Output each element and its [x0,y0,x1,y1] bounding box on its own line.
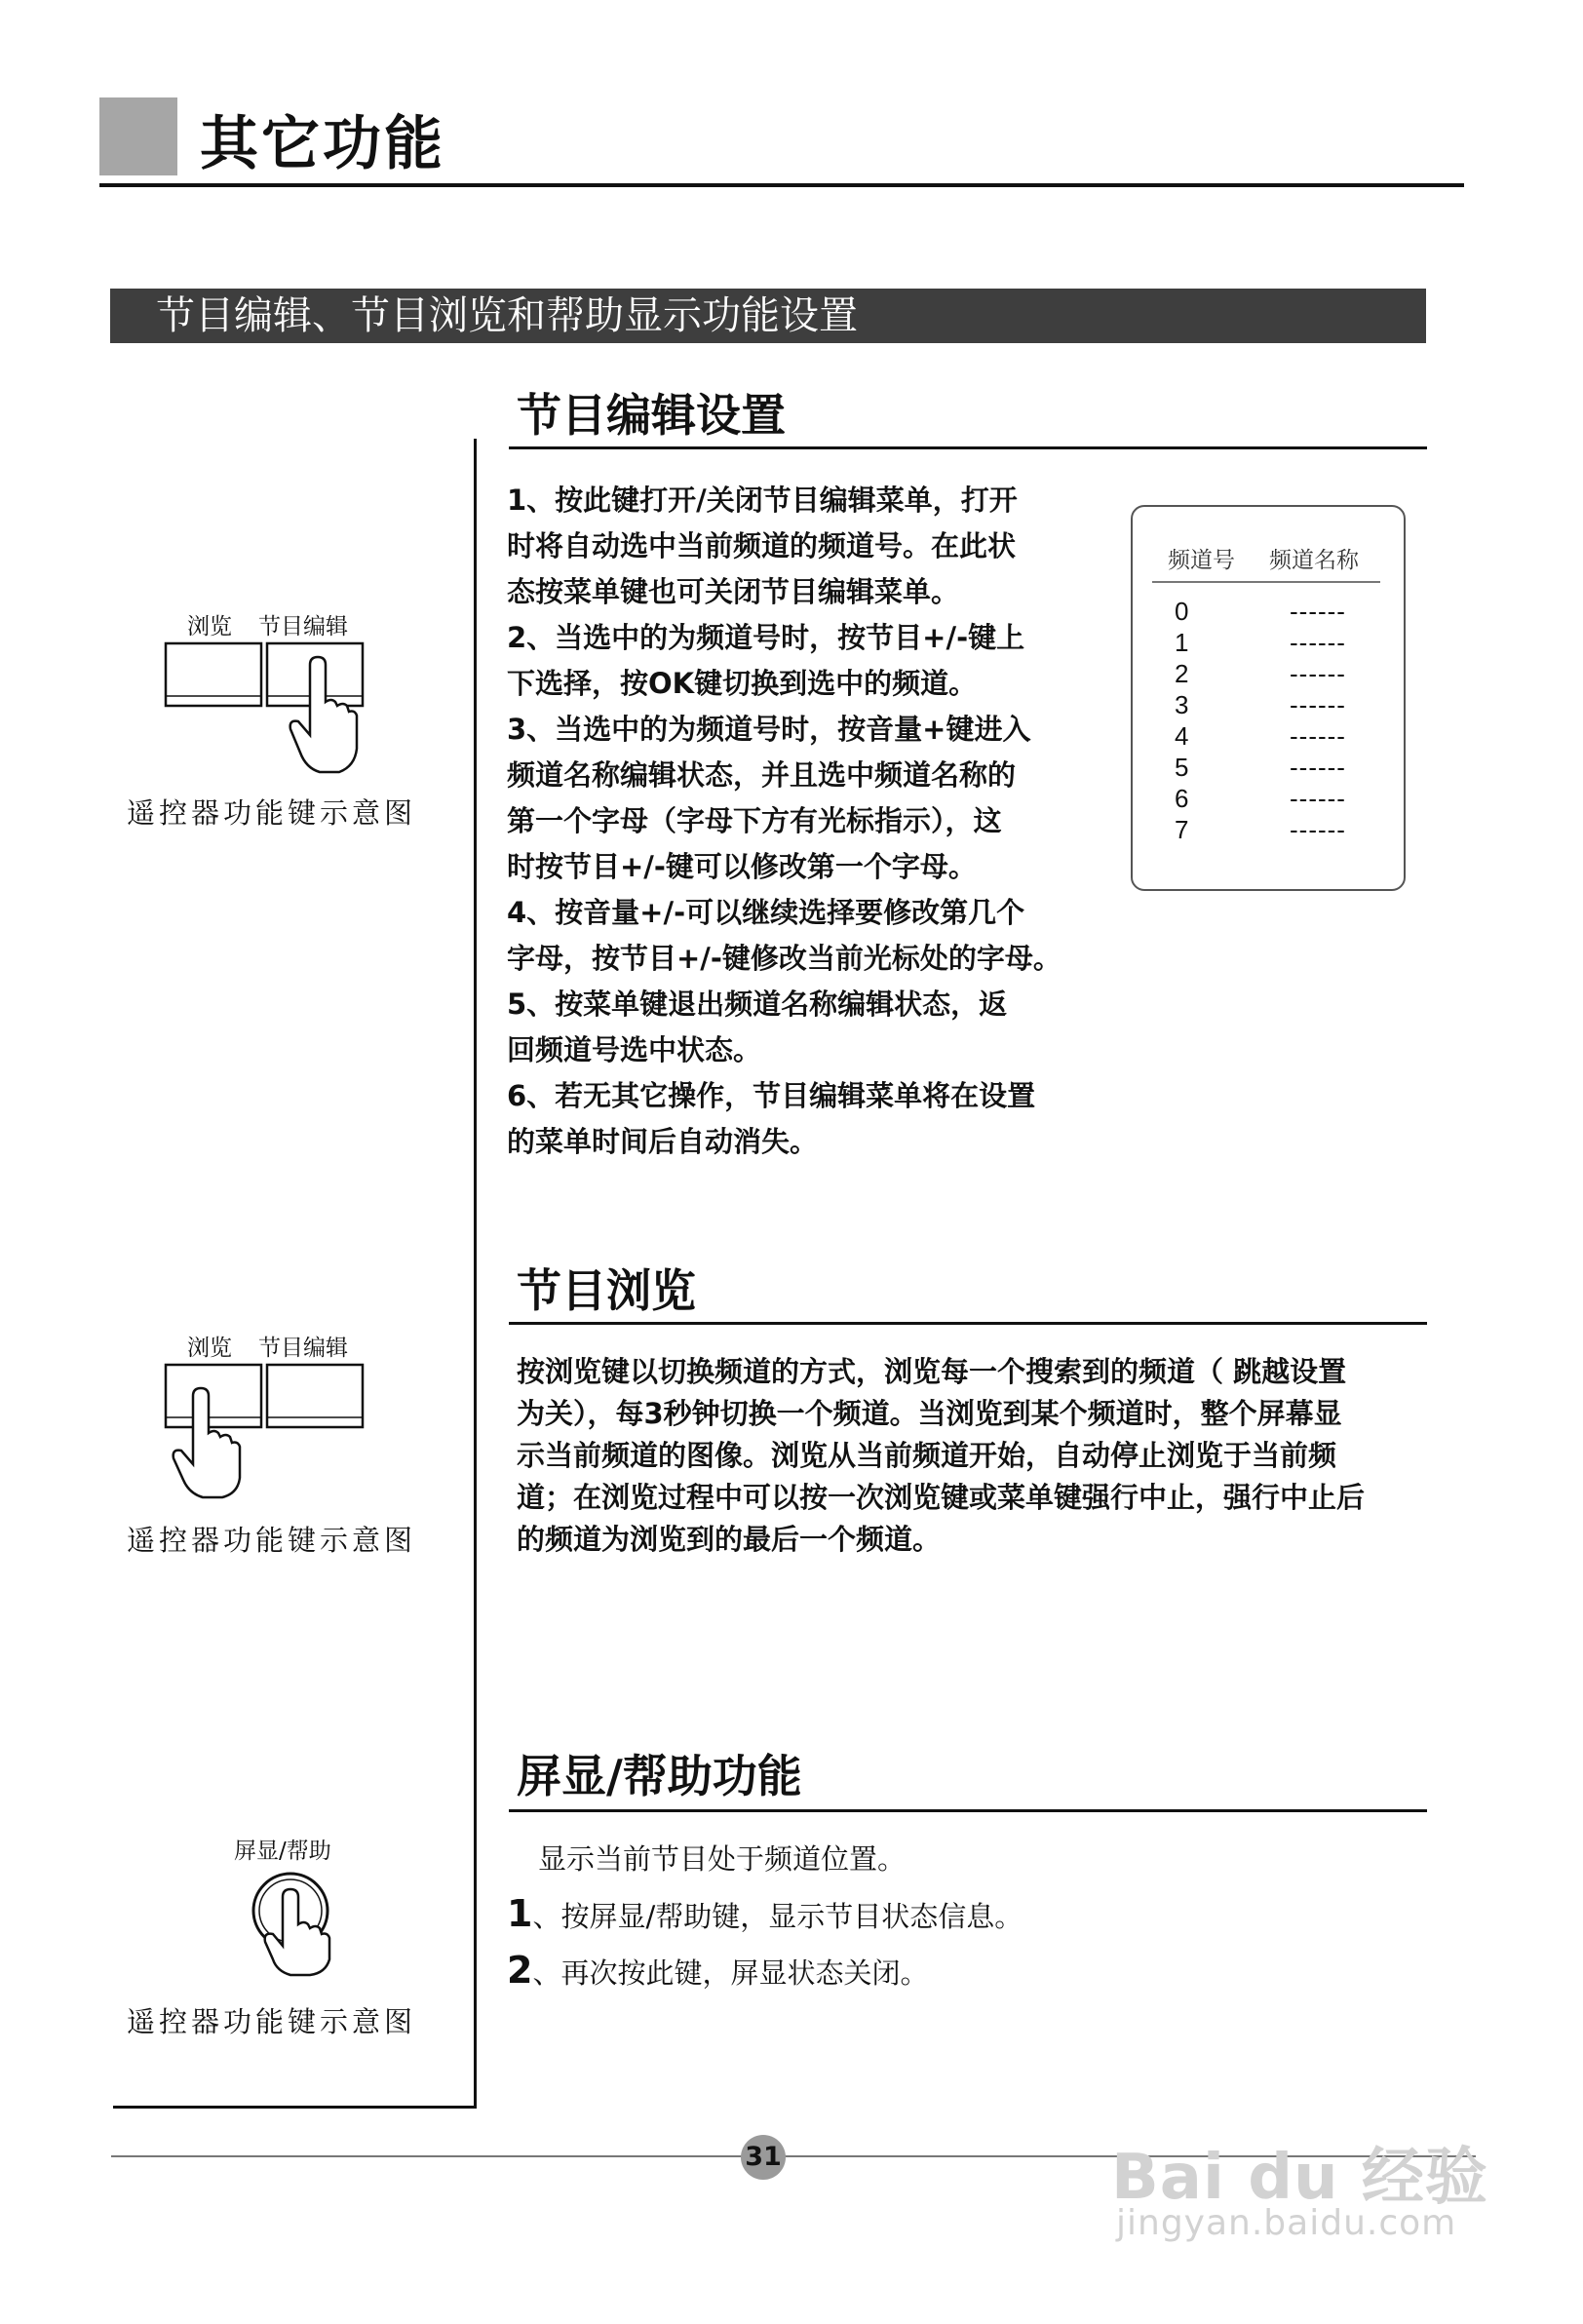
channel-row [1175,721,1370,753]
browse-line: 示当前频道的图像。浏览从当前频道开始，自动停止浏览于当前频 [517,1439,1337,1472]
help-intro: 显示当前节目处于频道位置。 [538,1842,907,1876]
edit-line: 的菜单时间后自动消失。 [507,1125,819,1158]
channel-row [1175,753,1370,784]
edit-line: 回频道号选中状态。 [507,1033,762,1066]
column-divider [474,439,477,2106]
edit-line: 下选择，按OK键切换到选中的频道。 [507,667,978,700]
edit-line: 2、当选中的为频道号时，按节目+/-键上 [507,621,1025,654]
channel-name: ------ [1290,815,1346,844]
channel-row [1175,784,1370,815]
channel-number: 0 [1175,597,1189,626]
channel-row [1175,659,1370,690]
channel-name-header: 频道名称 [1269,548,1359,573]
edit-line: 6、若无其它操作，节目编辑菜单将在设置 [507,1079,1036,1112]
remote-edit-key-diagram [164,641,367,778]
edit-line: 4、按音量+/-可以继续选择要修改第几个 [507,896,1025,929]
channel-number: 3 [1175,690,1189,719]
help-step-1 [507,1891,1023,1940]
edit-line: 时按节目+/-键可以修改第一个字母。 [507,850,977,883]
browse-key-label: 浏览 [187,1336,232,1361]
help-step-number: 2 [507,1949,533,1992]
help-key-label: 屏显/帮助 [234,1839,331,1864]
section-banner-text: 节目编辑、节目浏览和帮助显示功能设置 [156,293,858,338]
page-number: 31 [745,2142,782,2172]
help-step-2 [507,1948,928,1996]
help-step-text: 、按屏显/帮助键，显示节目状态信息。 [532,1900,1023,1933]
help-step-number: 1 [507,1892,533,1935]
help-section-heading: 屏显/帮助功能 [517,1750,802,1802]
edit-instructions [507,478,1111,1165]
edit-key-label: 节目编辑 [258,1336,348,1361]
title-marker [99,97,177,175]
channel-name: ------ [1290,628,1346,657]
help-step-text: 、再次按此键，屏显状态关闭。 [532,1956,929,1990]
browse-line: 为关），每3秒钟切换一个频道。当浏览到某个频道时，整个屏幕显 [517,1397,1342,1430]
column-bottom-rule [113,2106,477,2109]
channel-name: ------ [1290,753,1346,782]
channel-name: ------ [1290,659,1346,688]
channel-number: 2 [1175,659,1189,688]
browse-section-heading: 节目浏览 [517,1264,696,1317]
diagram-caption: 遥控器功能键示意图 [127,2005,417,2038]
browse-key-label: 浏览 [187,614,232,639]
remote-browse-key-diagram [164,1363,367,1499]
edit-line: 5、按菜单键退出频道名称编辑状态，返 [507,988,1008,1021]
channel-row [1175,815,1370,846]
channel-name: ------ [1290,597,1346,626]
watermark-logo: Bai du 经验 [1111,2142,1488,2214]
browse-line: 道；在浏览过程中可以按一次浏览键或菜单键强行中止，强行中止后 [517,1481,1366,1514]
page-number-badge [741,2135,786,2180]
page-title: 其它功能 [200,110,445,178]
edit-section-rule [509,446,1427,449]
edit-line: 频道名称编辑状态，并且选中频道名称的 [507,758,1017,792]
remote-help-key-diagram [244,1870,341,1977]
edit-line: 3、当选中的为频道号时，按音量+键进入 [507,713,1031,746]
diagram-caption: 遥控器功能键示意图 [127,1524,417,1557]
help-section-rule [509,1809,1427,1812]
channel-number: 5 [1175,753,1189,782]
browse-section-rule [509,1322,1427,1325]
browse-instructions [517,1351,1452,1561]
channel-name: ------ [1290,721,1346,751]
edit-line: 字母，按节目+/-键修改当前光标处的字母。 [507,942,1062,975]
channel-row [1175,597,1370,628]
channel-number: 6 [1175,784,1189,813]
edit-line: 态按菜单键也可关闭节目编辑菜单。 [507,575,960,608]
channel-name: ------ [1290,690,1346,719]
edit-line: 1、按此键打开/关闭节目编辑菜单，打开 [507,484,1018,517]
channel-name: ------ [1290,784,1346,813]
diagram-caption: 遥控器功能键示意图 [127,796,417,830]
browse-line: 按浏览键以切换频道的方式，浏览每一个搜索到的频道（ 跳越设置 [517,1355,1347,1388]
edit-line: 第一个字母（字母下方有光标指示），这 [507,804,1002,837]
edit-key-label: 节目编辑 [258,614,348,639]
title-rule [99,183,1464,187]
channel-number: 4 [1175,721,1189,751]
edit-line: 时将自动选中当前频道的频道号。在此状 [507,529,1017,562]
channel-row [1175,628,1370,659]
channel-number: 1 [1175,628,1189,657]
channel-number-header: 频道号 [1168,548,1235,573]
channel-row [1175,690,1370,721]
channel-table-separator [1152,581,1380,583]
edit-section-heading: 节目编辑设置 [517,389,786,442]
channel-number: 7 [1175,815,1189,844]
browse-line: 的频道为浏览到的最后一个频道。 [517,1523,942,1556]
watermark-url: jingyan.baidu.com [1116,2203,1457,2243]
